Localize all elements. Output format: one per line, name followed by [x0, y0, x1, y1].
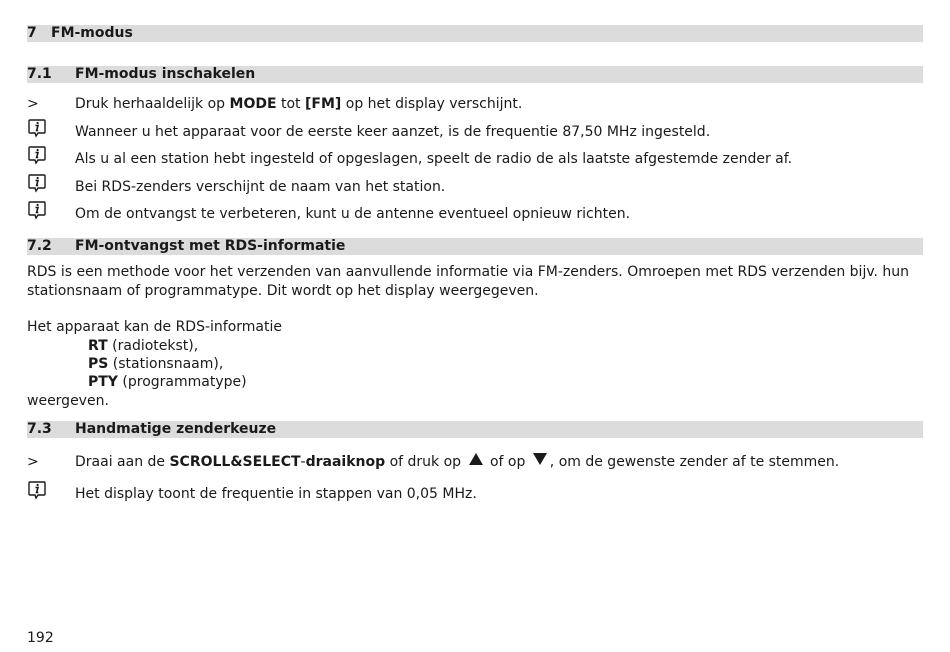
info-icon: [27, 480, 47, 500]
section-heading-7-2: [27, 238, 923, 255]
info-note: [0, 484, 950, 504]
note-text: Het display toont de frequentie in stappen van 0,05 MHz.: [75, 486, 477, 502]
instruction-step: [0, 94, 950, 114]
paragraph-intro: Het apparaat kan de RDS-informatie: [27, 319, 283, 335]
step-marker: >: [27, 96, 39, 112]
section-title: FM-modus: [51, 25, 133, 41]
note-text: Wanneer u het apparaat voor de eerste keer aanzet, is de frequentie 87,50 MHz ingesteld.: [75, 124, 711, 140]
section-number: 7: [27, 25, 37, 41]
paragraph-line: stationsnaam of programmatype. Dit wordt op het display weergegeven.: [27, 283, 539, 299]
info-note: [0, 149, 950, 169]
section-title: FM-ontvangst met RDS-informatie: [75, 238, 346, 254]
note-text: Als u al een station hebt ingesteld of opgeslagen, speelt de radio de als laatste afgestemde zender af.: [75, 151, 793, 167]
section-heading-7-3: [27, 421, 923, 438]
section-title: FM-modus inschakelen: [75, 66, 256, 82]
rds-item: PS (stationsnaam),: [88, 356, 224, 372]
info-icon: [27, 118, 47, 138]
section-number: 7.1: [27, 66, 52, 82]
rds-item: RT (radiotekst),: [88, 338, 199, 354]
info-note: [0, 177, 950, 197]
paragraph-line: RDS is een methode voor het verzenden van aanvullende informatie via FM-zenders. Omroepen met RDS verzenden bijv. hun: [27, 264, 910, 280]
note-text: Bei RDS-zenders verschijnt de naam van het station.: [75, 179, 446, 195]
section-heading-7: [27, 25, 923, 42]
info-note: [0, 122, 950, 142]
step-text: Draai aan de SCROLL&SELECT-draaiknop of druk op of op , om de gewenste zender af te stemmen.: [75, 454, 840, 470]
instruction-step: [0, 452, 950, 472]
step-text: Druk herhaaldelijk op MODE tot [FM] op het display verschijnt.: [75, 96, 523, 112]
info-icon: [27, 145, 47, 165]
info-icon: [27, 173, 47, 193]
step-marker: >: [27, 454, 39, 470]
info-note: [0, 204, 950, 224]
section-title: Handmatige zenderkeuze: [75, 421, 277, 437]
triangle-up-icon: [469, 453, 483, 465]
info-icon: [27, 200, 47, 220]
rds-item: PTY (programmatype): [88, 374, 247, 390]
note-text: Om de ontvangst te verbeteren, kunt u de antenne eventueel opnieuw richten.: [75, 206, 631, 222]
page-number: 192: [27, 630, 54, 646]
section-heading-7-1: [27, 66, 923, 83]
triangle-down-icon: [533, 453, 547, 465]
section-number: 7.3: [27, 421, 52, 437]
paragraph: [27, 263, 923, 301]
paragraph-end: weergeven.: [27, 393, 109, 409]
section-number: 7.2: [27, 238, 52, 254]
